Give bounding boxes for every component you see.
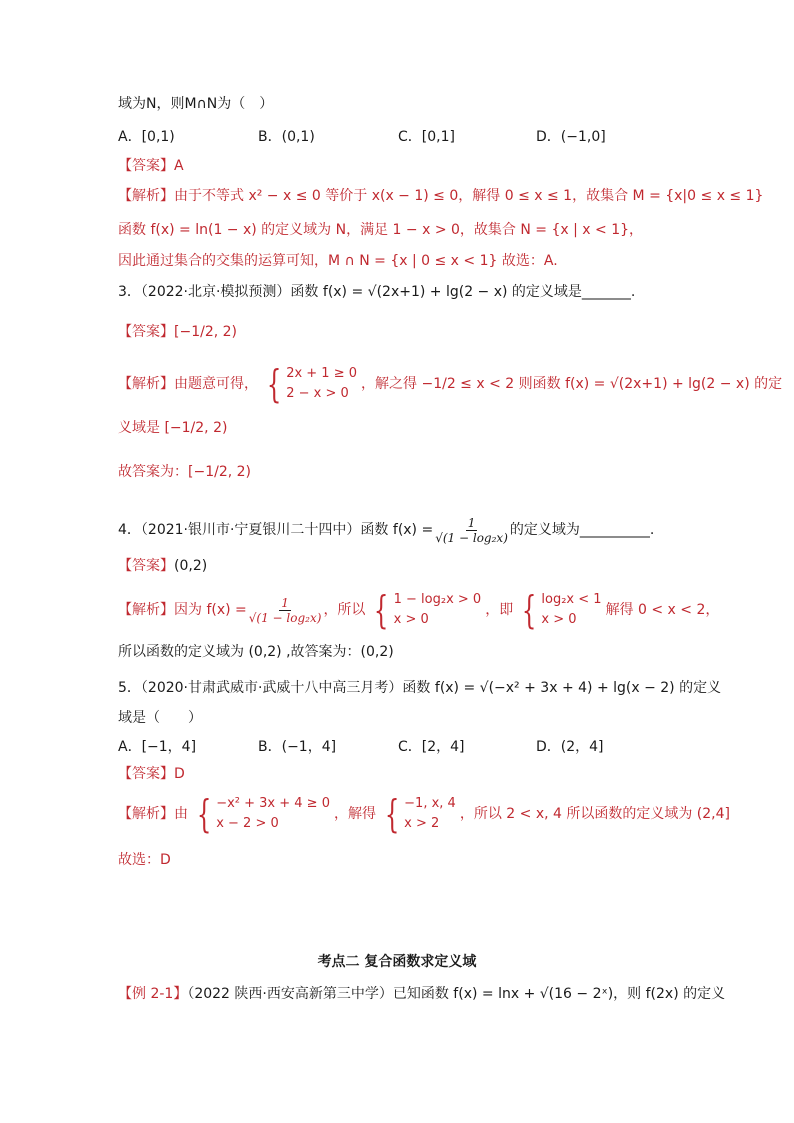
q3-analysis (118, 364, 782, 404)
answer-label: 【答案】 (118, 158, 174, 174)
q3-analysis-label: 【解析】 (118, 376, 174, 392)
q5-choice-c: C．[2，4] (398, 739, 465, 755)
q3-analysis-2: 义域是 [−1/2, 2) (118, 420, 228, 436)
analysis-line (118, 186, 763, 206)
choice-c: C．[0,1] (398, 129, 455, 145)
analysis-line-2: 函数 f(x) = ln(1 − x) 的定义域为 N，满足 1 − x > 0，故集合 N = {x | x < 1}， (118, 222, 644, 238)
q3-conclusion: 故答案为：[−1/2, 2) (118, 464, 251, 480)
q4-frac-num: 1 (467, 515, 476, 530)
q4-analysis-fraction (249, 596, 322, 625)
analysis-line-3: 因此通过集合的交集的运算可知，M ∩ N = {x | 0 ≤ x < 1} 故选：A. (118, 253, 558, 269)
q5-analysis-label: 【解析】 (118, 806, 174, 822)
q4-analysis (118, 590, 719, 630)
q5-system-2: { −1, x, 4 x > 2 (384, 792, 456, 836)
q5-choice-b: B．(−1，4] (258, 739, 337, 755)
q4-answer-label: 【答案】 (118, 558, 174, 574)
q4-fraction (435, 516, 508, 545)
q5-analysis (118, 794, 730, 834)
answer-line (118, 156, 184, 176)
q5-sys1-row2: x − 2 > 0 (216, 816, 279, 831)
analysis-text: 由于不等式 x² − x ≤ 0 等价于 x(x − 1) ≤ 0，解得 0 ≤ x ≤ 1，故集合 M = {x|0 ≤ x ≤ 1} (174, 188, 764, 204)
q3-sys-row2: 2 − x > 0 (286, 386, 349, 401)
q4-answer (118, 556, 207, 576)
q5-analysis-post: ，所以 2 < x, 4 所以函数的定义域为 (2,4] (459, 806, 730, 822)
choices-prev (118, 126, 678, 146)
q5-analysis-pre: 由 (174, 806, 188, 822)
q4-analysis-mid2: ，即 (485, 602, 514, 618)
q4-system-2: { log₂x < 1 x > 0 (522, 588, 602, 632)
q4-stem-pre: 4．（2021·银川市·宁夏银川二十四中）函数 f(x) = (118, 522, 434, 538)
q4-sys2-row2: x > 0 (541, 612, 577, 627)
q5-answer (118, 764, 185, 784)
q3-analysis-mid: ，解之得 −1/2 ≤ x < 2 则函数 f(x) = √(2x+1) + lg(2 − x) 的定 (361, 376, 783, 392)
q5-conclusion: 故选：D (118, 852, 171, 868)
q5-analysis-mid: ，解得 (333, 806, 376, 822)
q5-choice-d: D．(2，4] (536, 739, 604, 755)
example-text: （2022 陕西·西安高新第三中学）已知函数 f(x) = lnx + √(16 − 2ˣ)，则 f(2x) 的定义 (187, 986, 726, 1002)
q4-sys1-row1: 1 − log₂x > 0 (393, 592, 482, 607)
q4-analysis-frac-num: 1 (281, 595, 289, 610)
q4-analysis-frac-den: √(1 − log₂x) (248, 610, 322, 625)
q3-analysis-pre: 由题意可得， (174, 376, 258, 392)
q4-stem-post: 的定义域为__________. (509, 522, 655, 538)
choice-a: A．[0,1) (118, 129, 175, 145)
q4-analysis-mid: ，所以 (323, 602, 366, 618)
q5-sys2-row1: −1, x, 4 (404, 796, 456, 811)
q4-analysis-2: 所以函数的定义域为 (0,2) ,故答案为：(0,2) (118, 644, 394, 660)
analysis-label: 【解析】 (118, 188, 174, 204)
section-heading: 考点二 复合函数求定义域 (317, 954, 477, 970)
q5-answer-label: 【答案】 (118, 766, 174, 782)
q5-stem-1: 5．（2020·甘肃武威市·武威十八中高三月考）函数 f(x) = √(−x² + 3x + 4) + lg(x − 2) 的定义 (118, 680, 722, 696)
q3-answer (118, 322, 237, 342)
q4-answer-value: (0,2) (174, 558, 208, 574)
q3-stem: 3．（2022·北京·模拟预测）函数 f(x) = √(2x+1) + lg(2 − x) 的定义域是_______. (118, 284, 636, 300)
q4-sys2-row1: log₂x < 1 (541, 592, 602, 607)
q5-sys2-row2: x > 2 (404, 816, 440, 831)
question-tail: 域为N，则M∩N为（ ） (118, 96, 274, 112)
example-line (118, 984, 725, 1004)
q5-stem-2: 域是（ ） (118, 710, 202, 726)
choice-b: B．(0,1) (258, 129, 315, 145)
q4-analysis-post: 解得 0 < x < 2， (605, 602, 720, 618)
answer-value: A (174, 158, 184, 174)
q4-analysis-pre: 因为 f(x) = (174, 602, 247, 618)
q5-choice-a: A．[−1，4] (118, 739, 197, 755)
q5-sys1-row1: −x² + 3x + 4 ≥ 0 (216, 796, 330, 811)
q5-answer-value: D (174, 766, 185, 782)
q4-system-1: { 1 − log₂x > 0 x > 0 (374, 588, 482, 632)
q3-answer-label: 【答案】 (118, 324, 174, 340)
q4-stem (118, 510, 654, 550)
choice-d: D．(−1,0] (536, 129, 606, 145)
q4-analysis-label: 【解析】 (118, 602, 174, 618)
q4-frac-den: √(1 − log₂x) (435, 530, 508, 545)
q3-answer-value: [−1/2, 2) (174, 324, 237, 340)
q3-sys-row1: 2x + 1 ≥ 0 (286, 366, 358, 381)
q5-system-1: { −x² + 3x + 4 ≥ 0 x − 2 > 0 (196, 792, 330, 836)
q5-choices (118, 736, 678, 756)
q4-sys1-row2: x > 0 (393, 612, 429, 627)
q3-system: { 2x + 1 ≥ 0 2 − x > 0 (266, 362, 358, 406)
example-label: 【例 2-1】 (118, 986, 188, 1002)
